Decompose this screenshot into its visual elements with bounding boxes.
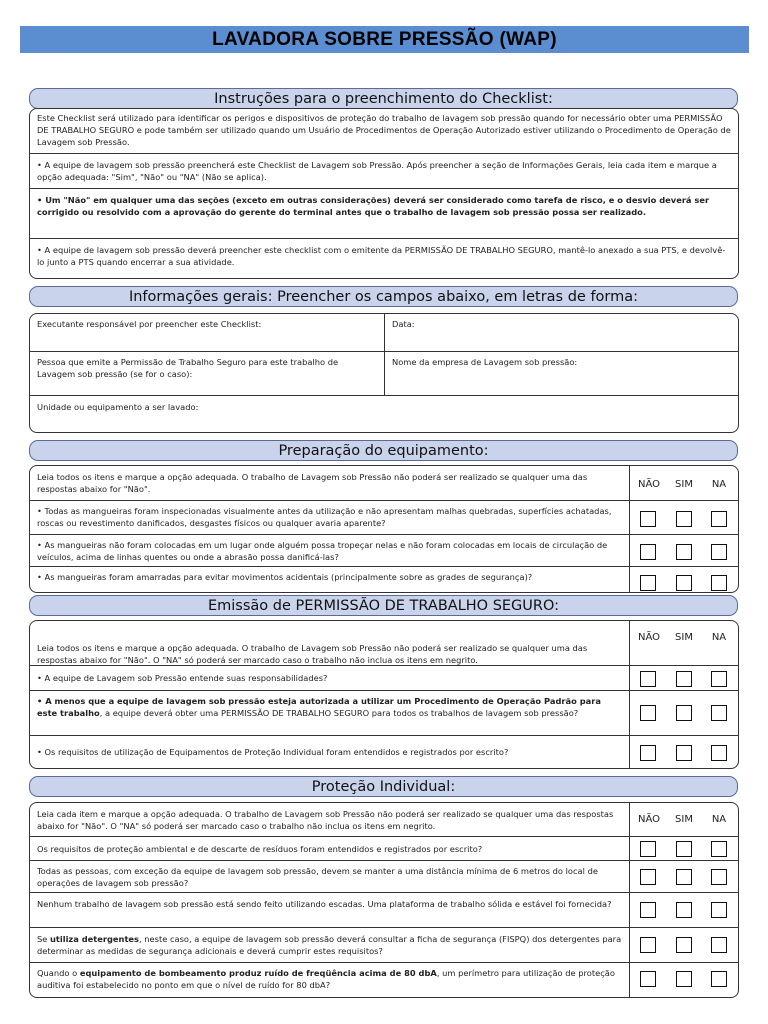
checkbox-sim[interactable] [676,575,692,591]
prep-box [29,465,739,593]
checkbox-na[interactable] [711,575,727,591]
col-nao: NÃO [637,479,661,490]
checkbox-sim[interactable] [676,869,692,885]
prep-heading: Preparação do equipamento: [29,440,738,461]
col-sim: SIM [675,814,693,825]
permit-heading: Emissão de PERMISSÃO DE TRABALHO SEGURO: [29,595,738,616]
checkbox-na[interactable] [711,902,727,918]
checkbox-na[interactable] [711,841,727,857]
field-pessoa-emitente[interactable]: Pessoa que emite a Permissão de Trabalho Seguro para este trabalho de Lavagem sob pressão (se for o caso): [37,357,339,379]
col-na: NA [711,632,727,643]
ppe-item: Se utiliza detergentes, neste caso, a equipe de lavagem sob pressão deverá consultar a ficha de segurança (FISPQ) dos detergentes para determinar as medidas de segurança adicionais e deverá cumprir estes requisitos? [37,934,622,956]
permit-item: • A equipe de Lavagem sob Pressão entende suas responsabilidades? [37,673,328,683]
prep-item: • As mangueiras não foram colocadas em um lugar onde alguém possa tropeçar nelas e não foram colocadas em locais de circulação de veículos, acima de linhas quentes ou onde a abrasão possa danificá-las? [37,540,608,562]
ppe-heading: Proteção Individual: [29,776,738,797]
col-nao: NÃO [637,814,661,825]
ppe-item: Nenhum trabalho de lavagem sob pressão está sendo feito utilizando escadas. Uma plataforma de trabalho sólida e estável foi fornecida? [37,899,612,909]
checkbox-nao[interactable] [640,511,656,527]
checkbox-nao[interactable] [640,841,656,857]
checkbox-sim[interactable] [676,841,692,857]
instructions-box [29,108,739,279]
checkbox-na[interactable] [711,671,727,687]
prep-intro: Leia todos os itens e marque a opção adequada. O trabalho de Lavagem sob Pressão não poderá ser realizado se qualquer uma das respostas abaixo for "Não". [37,472,588,494]
field-empresa[interactable]: Nome da empresa de Lavagem sob pressão: [392,357,578,367]
general-info-box [29,313,739,433]
checkbox-nao[interactable] [640,937,656,953]
checkbox-nao[interactable] [640,971,656,987]
checkbox-sim[interactable] [676,511,692,527]
checkbox-nao[interactable] [640,705,656,721]
instructions-paragraph: • A equipe de lavagem sob pressão preencherá este Checklist de Lavagem sob Pressão. Após preencher a seção de Informações Gerais, leia cada item e marque a opção adequada: "Sim", "Não" ou "NA" (Não se aplica). [37,160,717,182]
prep-item: • As mangueiras foram amarradas para evitar movimentos acidentais (principalmente sobre as grades de segurança)? [37,572,533,582]
ppe-item: Os requisitos de proteção ambiental e de descarte de resíduos foram entendidos e registrados por escrito? [37,844,483,854]
checkbox-na[interactable] [711,971,727,987]
permit-box [29,620,739,769]
checkbox-na[interactable] [711,745,727,761]
permit-item: • A menos que a equipe de lavagem sob pressão esteja autorizada a utilizar um Procedimento de Operação Padrão para este trabalho, a equipe deverá obter uma PERMISSÃO DE TRABALHO SEGURO para todos os trabalhos de lavagem sob pressão? [37,696,601,718]
col-na: NA [711,814,727,825]
ppe-box [29,802,739,998]
checkbox-na[interactable] [711,544,727,560]
checkbox-na[interactable] [711,937,727,953]
checkbox-sim[interactable] [676,544,692,560]
ppe-item: Todas as pessoas, com exceção da equipe de lavagem sob pressão, devem se manter a uma distância mínima de 6 metros do local de operações de lavagem sob pressão? [37,866,598,888]
field-unidade[interactable]: Unidade ou equipamento a ser lavado: [37,402,199,412]
instructions-paragraph: Este Checklist será utilizado para identificar os perigos e dispositivos de proteção do trabalho de lavagem sob pressão quando for necessário obter uma PERMISSÃO DE TRABALHO SEGURO e pode também ser utilizado quando um Usuário de Procedimentos de Operação Autorizado estiver utilizando o Procedimento de Operação de Lavagem sob Pressão. [37,113,731,147]
col-sim: SIM [675,479,693,490]
field-data[interactable]: Data: [392,319,415,329]
checkbox-sim[interactable] [676,705,692,721]
checkbox-na[interactable] [711,705,727,721]
checkbox-sim[interactable] [676,902,692,918]
checkbox-nao[interactable] [640,745,656,761]
checkbox-nao[interactable] [640,575,656,591]
checkbox-sim[interactable] [676,937,692,953]
col-nao: NÃO [637,632,661,643]
instructions-heading: Instruções para o preenchimento do Checklist: [29,88,738,109]
instructions-paragraph: • A equipe de lavagem sob pressão deverá preencher este checklist com o emitente da PERMISSÃO DE TRABALHO SEGURO, mantê-lo anexado a sua PTS, e devolvê-lo junto a PTS quando encerrar a sua atividade. [37,245,726,267]
checkbox-sim[interactable] [676,745,692,761]
document-title-bar [20,26,749,53]
prep-item: • Todas as mangueiras foram inspecionadas visualmente antes da utilização e não apresentam malhas quebradas, superfícies achatadas, roscas ou revestimento danificados, desgastes físicos ou qualquer avaria aparente? [37,506,612,528]
document-title: LAVADORA SOBRE PRESSÃO (WAP) [212,28,557,50]
col-na: NA [711,479,727,490]
instructions-warning: • Um "Não" em qualquer uma das seções (exceto em outras considerações) deverá ser considerado como tarefa de risco, e o desvio deverá ser corrigido ou resolvido com a aprovação do gerente do terminal antes que o trabalho de lavagem sob pressão possa ser realizado. [37,195,710,217]
general-info-heading: Informações gerais: Preencher os campos abaixo, em letras de forma: [29,286,738,307]
ppe-item: Quando o equipamento de bombeamento produz ruído de freqüência acima de 80 dbA, um perímetro para utilização de proteção auditiva foi estabelecido no ponto em que o nível de ruído for 80 dbA? [37,968,615,990]
checkbox-sim[interactable] [676,671,692,687]
permit-item: • Os requisitos de utilização de Equipamentos de Proteção Individual foram entendidos e registrados por escrito? [37,747,509,757]
checkbox-na[interactable] [711,511,727,527]
field-executante[interactable]: Executante responsável por preencher este Checklist: [37,319,262,329]
checkbox-nao[interactable] [640,902,656,918]
ppe-intro: Leia cada item e marque a opção adequada. O trabalho de Lavagem sob Pressão não poderá ser realizado se qualquer uma das respostas abaixo for "Não". O "NA" só poderá ser marcado caso o trabalho não inclua os itens em negrito. [37,809,614,831]
checkbox-sim[interactable] [676,971,692,987]
checkbox-nao[interactable] [640,671,656,687]
checkbox-nao[interactable] [640,869,656,885]
permit-intro: Leia todos os itens e marque a opção adequada. O trabalho de Lavagem sob Pressão não poderá ser realizado se qualquer uma das respostas abaixo for "Não". O "NA" só poderá ser marcado caso o trabalho não inclua os itens em negrito. [37,643,588,665]
checkbox-na[interactable] [711,869,727,885]
checkbox-nao[interactable] [640,544,656,560]
col-sim: SIM [675,632,693,643]
